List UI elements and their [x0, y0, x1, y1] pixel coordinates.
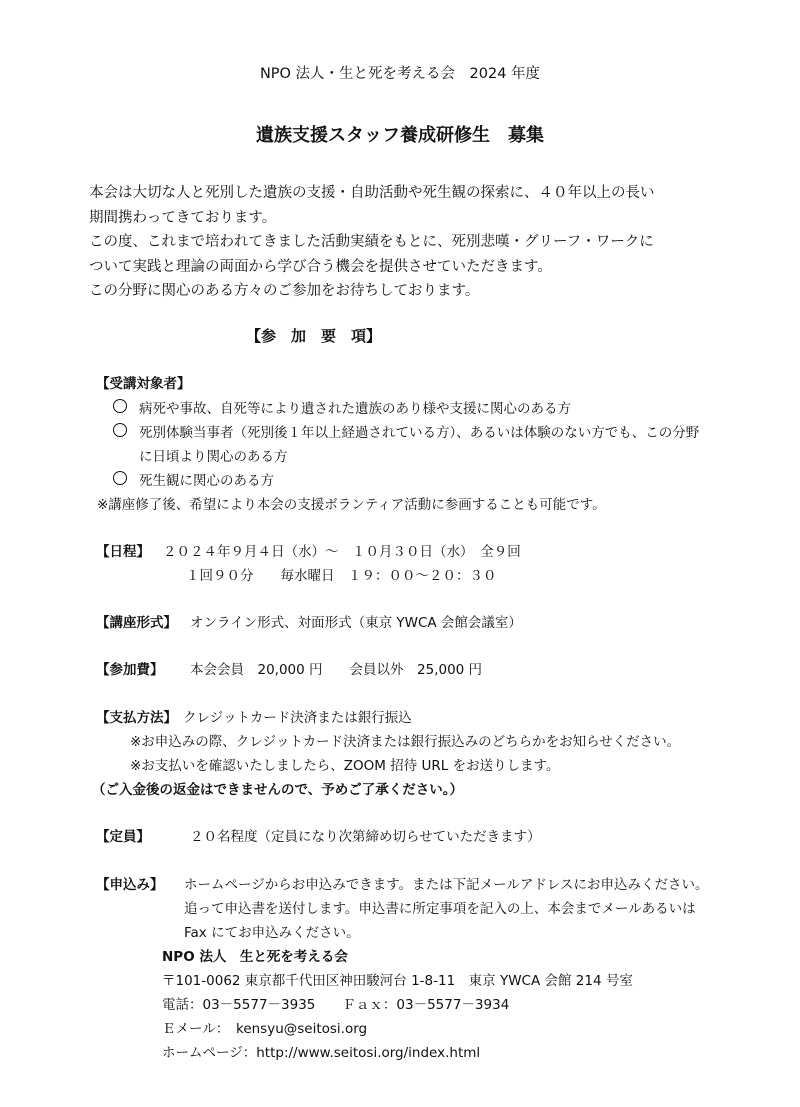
email-contact: Ｅメール： kensyu@seitosi.org [162, 1021, 368, 1037]
intro-line: この分野に関心のある方々のご参加をお待ちしております。 [89, 283, 480, 299]
apply-text: 追って申込書を送付します。申込書に所定事項を記入の上、本会までメールあるいは [184, 901, 696, 917]
fee-value: 本会会員 20,000 円 会員以外 25,000 円 [190, 662, 483, 678]
target-item: 死別体験当事者（死別後１年以上経過されている方）、あるいは体験のない方でも、この分野 [139, 425, 700, 441]
capacity-label: 【定員】 [96, 829, 150, 845]
target-item: 死生観に関心のある方 [139, 473, 274, 489]
schedule-times: １回９０分 毎水曜日 １９：００～２０：３０ [186, 568, 497, 584]
intro-line: 本会は大切な人と死別した遺族の支援・自助活動や死生観の探索に、４０年以上の長い [89, 185, 655, 201]
payment-note: ※お支払いを確認いたしましたら、ZOOM 招待 URL をお送りします。 [130, 758, 560, 774]
page-title: 遺族支援スタッフ養成研修生 募集 [256, 125, 544, 146]
target-note: ※講座修了後、希望により本会の支援ボランティア活動に参画することも可能です。 [97, 497, 606, 513]
capacity-value: ２０名程度（定員になり次第締め切らせていただきます） [190, 829, 541, 845]
format-value: オンライン形式、対面形式（東京 YWCA 会館会議室） [190, 615, 522, 631]
apply-text: ホームページからお申込みできます。または下記メールアドレスにお申込みください。 [184, 877, 709, 893]
intro-line: 期間携わってきております。 [89, 210, 277, 226]
fee-label: 【参加費】 [96, 662, 164, 678]
circle-bullet-icon [113, 423, 127, 437]
schedule-dates: ２０２４年９月４日（水）～ １０月３０日（水） 全９回 [163, 544, 521, 560]
header-line: NPO 法人・生と死を考える会 2024 年度 [259, 66, 541, 82]
payment-value: クレジットカード決済または銀行振込 [183, 710, 412, 726]
apply-label: 【申込み】 [96, 877, 164, 893]
refund-note: （ご入金後の返金はできませんので、予めご了承ください。） [92, 782, 463, 798]
apply-text: Fax にてお申込みください。 [184, 925, 360, 941]
format-label: 【講座形式】 [96, 615, 177, 631]
circle-bullet-icon [113, 471, 127, 485]
payment-label: 【支払方法】 [96, 710, 177, 726]
intro-line: この度、これまで培われてきました活動実績をもとに、死別悲嘆・グリーフ・ワークに [89, 234, 654, 250]
postal-address: 〒101-0062 東京都千代田区神田駿河台 1-8-11 東京 YWCA 会館 214 号室 [162, 973, 633, 989]
target-item-continued: に日頃より関心のある方 [139, 449, 288, 465]
phone-fax: 電話：03－5577－3935 Ｆａｘ：03－5577－3934 [162, 997, 510, 1013]
homepage-url: ホームページ：http://www.seitosi.org/index.html [162, 1045, 481, 1061]
target-item: 病死や事故、自死等により遺された遺族のあり様や支援に関心のある方 [139, 401, 571, 417]
circle-bullet-icon [113, 399, 127, 413]
payment-note: ※お申込みの際、クレジットカード決済または銀行振込みのどちらかをお知らせください。 [130, 734, 681, 750]
intro-line: ついて実践と理論の両面から学び合う機会を提供させていただきます。 [89, 259, 552, 275]
organization-name: NPO 法人 生と死を考える会 [162, 949, 348, 965]
target-label: 【受講対象者】 [96, 376, 191, 392]
section-heading: 【参 加 要 項】 [246, 327, 382, 345]
schedule-label: 【日程】 [96, 544, 150, 560]
